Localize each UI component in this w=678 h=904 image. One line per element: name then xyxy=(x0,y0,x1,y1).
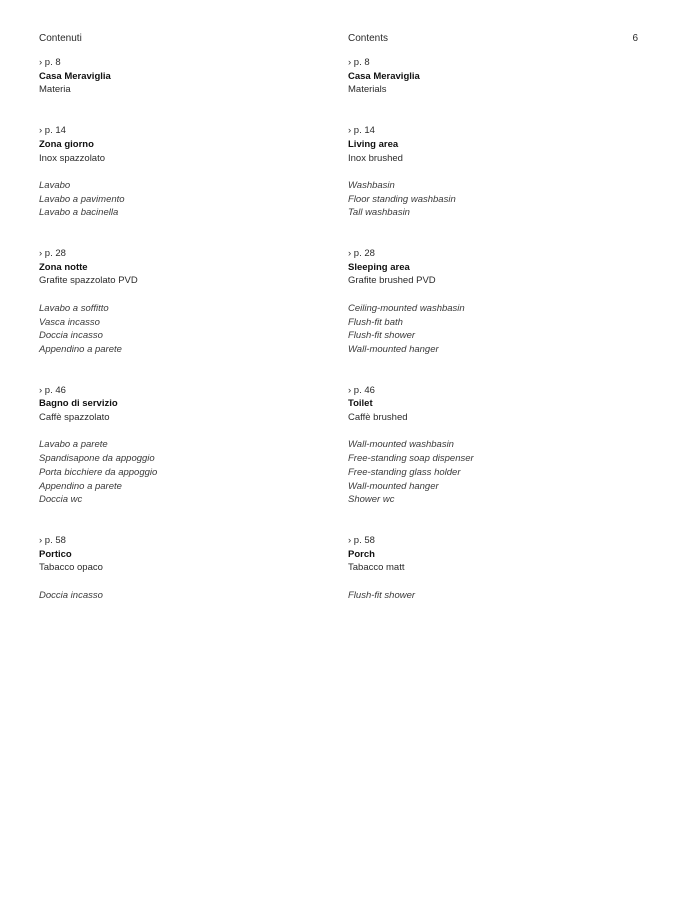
section-finish: Caffè spazzolato xyxy=(39,412,110,424)
page-reference-link[interactable]: › p. 58 xyxy=(348,534,375,546)
section-title: Zona giorno xyxy=(39,138,94,150)
section-title: Sleeping area xyxy=(348,261,410,273)
product-item: Doccia incasso xyxy=(39,589,103,601)
toc-section xyxy=(348,247,638,357)
section-title: Zona notte xyxy=(39,261,88,273)
section-finish: Tabacco opaco xyxy=(39,562,103,574)
page-number: 6 xyxy=(632,33,638,44)
header-contenuti: Contenuti xyxy=(39,33,82,44)
toc-section xyxy=(348,124,638,220)
product-item: Free-standing soap dispenser xyxy=(348,453,474,465)
section-finish: Caffè brushed xyxy=(348,412,408,424)
section-title: Bagno di servizio xyxy=(39,398,118,410)
toc-section xyxy=(348,56,638,97)
section-finish: Materia xyxy=(39,84,71,96)
product-item: Wall-mounted washbasin xyxy=(348,439,454,451)
product-item: Tall washbasin xyxy=(348,207,410,219)
product-item: Porta bicchiere da appoggio xyxy=(39,466,158,478)
product-item: Appendino a parete xyxy=(39,343,122,355)
product-item: Flush-fit bath xyxy=(348,316,403,328)
header-contents: Contents xyxy=(348,33,389,44)
toc-section xyxy=(39,247,329,357)
page-reference-link[interactable]: › p. 46 xyxy=(39,384,66,396)
product-item: Lavabo a bacinella xyxy=(39,207,119,219)
product-item: Lavabo xyxy=(39,179,71,191)
product-list xyxy=(348,438,638,507)
section-title: Porch xyxy=(348,548,375,560)
page-reference-link[interactable]: › p. 8 xyxy=(39,57,61,68)
page-reference-link[interactable]: › p. 46 xyxy=(348,384,375,396)
section-title: Toilet xyxy=(348,398,373,410)
product-list xyxy=(39,179,329,220)
page-reference-link[interactable]: › p. 14 xyxy=(39,125,66,137)
section-finish: Tabacco matt xyxy=(348,562,405,574)
section-finish: Inox brushed xyxy=(348,152,403,164)
product-list xyxy=(348,179,638,220)
product-list xyxy=(39,302,329,357)
toc-section xyxy=(348,534,638,603)
page-reference-link[interactable]: › p. 14 xyxy=(348,125,375,137)
product-list xyxy=(39,438,329,507)
section-title: Casa Meraviglia xyxy=(39,70,111,82)
product-item: Shower wc xyxy=(348,494,395,506)
section-title: Portico xyxy=(39,548,72,560)
english-column xyxy=(348,56,638,629)
product-item: Lavabo a pavimento xyxy=(39,193,125,205)
section-finish: Materials xyxy=(348,84,387,96)
italian-column xyxy=(39,56,329,629)
product-item: Appendino a parete xyxy=(39,480,122,492)
toc-section xyxy=(39,56,329,97)
page-reference-link[interactable]: › p. 58 xyxy=(39,534,66,546)
product-item: Lavabo a soffitto xyxy=(39,302,109,314)
product-item: Ceiling-mounted washbasin xyxy=(348,302,465,314)
product-list xyxy=(348,589,638,603)
section-title: Living area xyxy=(348,138,399,150)
product-item: Free-standing glass holder xyxy=(348,466,461,478)
product-list xyxy=(348,302,638,357)
product-item: Wall-mounted hanger xyxy=(348,480,439,492)
product-item: Lavabo a parete xyxy=(39,439,108,451)
product-list xyxy=(39,589,329,603)
product-item: Doccia incasso xyxy=(39,330,103,342)
page-reference-link[interactable]: › p. 28 xyxy=(348,248,375,260)
toc-section xyxy=(39,124,329,220)
product-item: Doccia wc xyxy=(39,494,83,506)
toc-section xyxy=(39,384,329,507)
page-reference-link[interactable]: › p. 8 xyxy=(348,57,370,68)
toc-section xyxy=(39,534,329,603)
product-item: Floor standing washbasin xyxy=(348,193,456,205)
product-item: Wall-mounted hanger xyxy=(348,343,439,355)
section-title: Casa Meraviglia xyxy=(348,70,420,82)
product-item: Flush-fit shower xyxy=(348,330,416,342)
section-finish: Grafite spazzolato PVD xyxy=(39,275,138,287)
section-finish: Inox spazzolato xyxy=(39,152,106,164)
section-finish: Grafite brushed PVD xyxy=(348,275,436,287)
toc-section xyxy=(348,384,638,507)
product-item: Washbasin xyxy=(348,179,395,191)
product-item: Vasca incasso xyxy=(39,316,100,328)
product-item: Spandisapone da appoggio xyxy=(39,453,155,465)
product-item: Flush-fit shower xyxy=(348,589,416,601)
page-reference-link[interactable]: › p. 28 xyxy=(39,248,66,260)
